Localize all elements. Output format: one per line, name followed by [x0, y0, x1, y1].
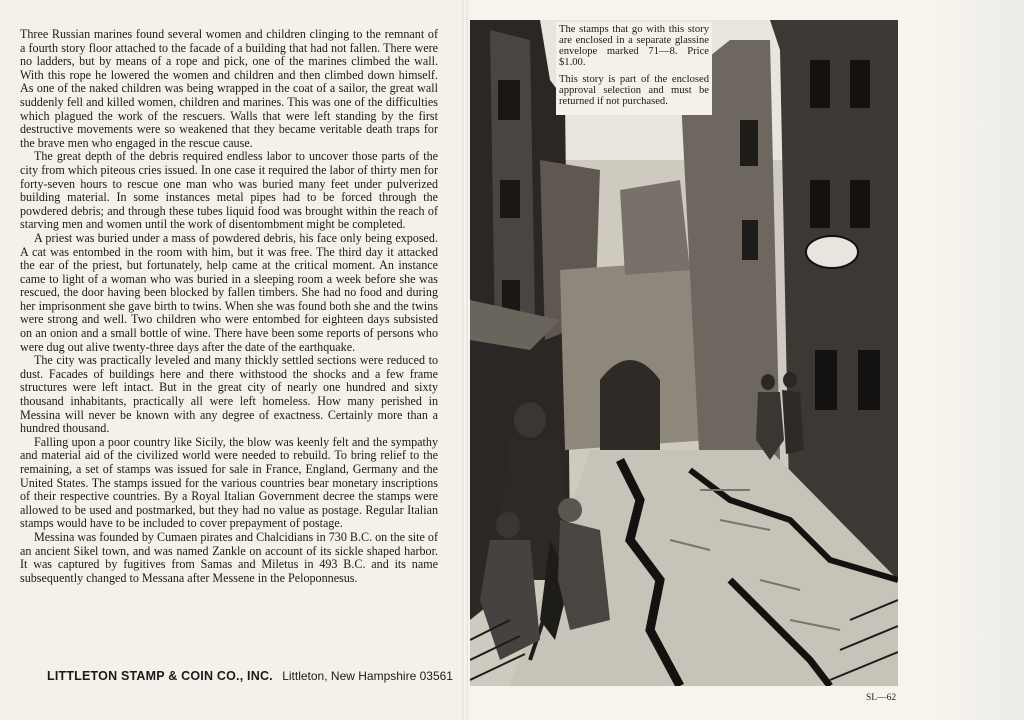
publisher-name: LITTLETON STAMP & COIN CO., INC. [47, 669, 273, 683]
article-paragraph: The great depth of the debris required endless labor to uncover those parts of the city from which piteous cries issued. In one case it required the labor of thirty men for forty-seven hours to rescue one man who was buried many feet under pulverized building material. In some instances metal pipes had to be forced through the powdered debris; and through these tubes liquid food was brought within the reach of starving men and women until the work of disentombment might be completed. [20, 149, 438, 232]
article-paragraph: Falling upon a poor country like Sicily, the blow was keenly felt and the sympathy and material aid of the civilized world were needed to rebuild. To bring relief to the remaining, a set of stamps was issued for sale in France, England, Germany and the United States. The stamps issued for the various countries bear monetary inscriptions of their respective countries. By a Royal Italian Government decree the stamps were allowed to be used and postmarked, but they had no value as postage. Regular Italian stamps would have to be included to cover prepayment of postage. [20, 434, 438, 531]
stamp-note-box [556, 22, 712, 115]
publisher-footer [47, 669, 453, 683]
page-code: SL—62 [866, 693, 897, 703]
article-paragraph: A priest was buried under a mass of powdered debris, his face only being exposed. A cat was entombed in the room with him, but it was free. The third day it attacked the ear of the priest, but fortunately, help came at the critical moment. An instance came to light of a woman who was buried in a sleeping room a week before she was rescued, the door having been blocked by fallen timbers. She had no food and during her imprisonment she gave birth to twins. When she was found both she and the twins were strong and well. Two children who were entombed for eighteen days subsisted on an onion and a small bottle of wine. There have been some reports of persons who were dug out alive twenty-three days after the date of the earthquake. [20, 230, 438, 354]
stamps-enclosed-note: The stamps that go with this story are enclosed in a separate glassine envelope marked 71—8. Price $1.00. [559, 24, 709, 68]
article-paragraph: Messina was founded by Cumaen pirates and Chalcidians in 730 B.C. on the site of an ancient Sikel town, and was named Zankle on account of its sickle shaped harbor. It was captured by fugitives from Samas and Miletus in 493 B.C. and its name subsequently changed to Messana after Messene in the Peloponnesus. [20, 529, 438, 585]
earthquake-street-illustration [470, 20, 898, 686]
article-paragraph: Three Russian marines found several women and children clinging to the remnant of a fourth story floor attached to the facade of a building that had not fallen. There were no ladders, but by means of a rope and pick, one of the marines climbed the wall. With this rope he lowered the women and children and then climbed down himself. As one of the naked children was being wrapped in the coat of a sailor, the great wall suddenly fell and killed women, children and marines. This was one of the difficulties which plagued the work of the rescuers. Walls that were left standing by the first destructive movements were so weakened that they became veritable death traps for the brave men who engaged in the rescue cause. [20, 27, 438, 150]
page-edge-shadow [934, 0, 1024, 720]
publisher-location: Littleton, New Hampshire 03561 [282, 669, 453, 683]
street-scene-drawing [470, 20, 898, 686]
approval-selection-note: This story is part of the enclosed approval selection and must be returned if not purchased. [559, 74, 709, 107]
article-body [20, 28, 438, 585]
article-paragraph: The city was practically leveled and many thickly settled sections were reduced to dust. Facades of buildings here and there withstood the shocks and a few frame structures were left intact. But in the great city of nearly one hundred and sixty thousand inhabitants, practically all were left homeless. How many perished in Messina will never be known with any degree of exactness. Certainly more than a hundred thousand. [20, 353, 438, 436]
